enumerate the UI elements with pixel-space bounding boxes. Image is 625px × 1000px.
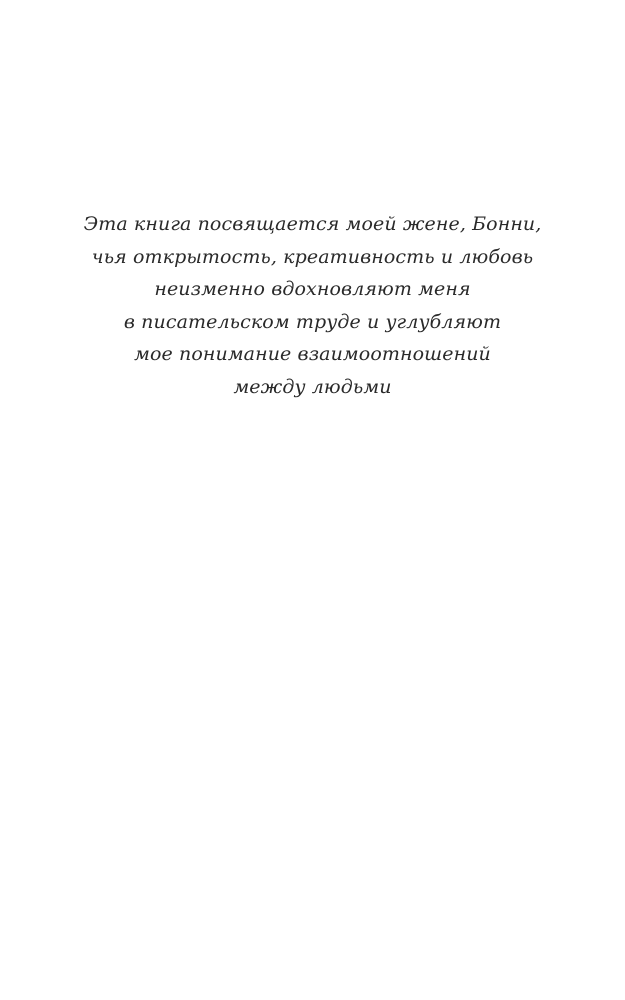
dedication-line-5: мое понимание взаимоотношений bbox=[134, 343, 491, 366]
dedication-text bbox=[0, 208, 625, 404]
dedication-line-3: неизменно вдохновляют меня bbox=[154, 278, 471, 301]
dedication-line-4: в писательском труде и углубляют bbox=[123, 310, 502, 333]
dedication-line-1: Эта книга посвящается моей жене, Бонни, bbox=[83, 213, 542, 235]
dedication-line-6: между людьми bbox=[233, 375, 392, 398]
dedication-line-2: чья открытость, креативность и любовь bbox=[91, 245, 534, 268]
